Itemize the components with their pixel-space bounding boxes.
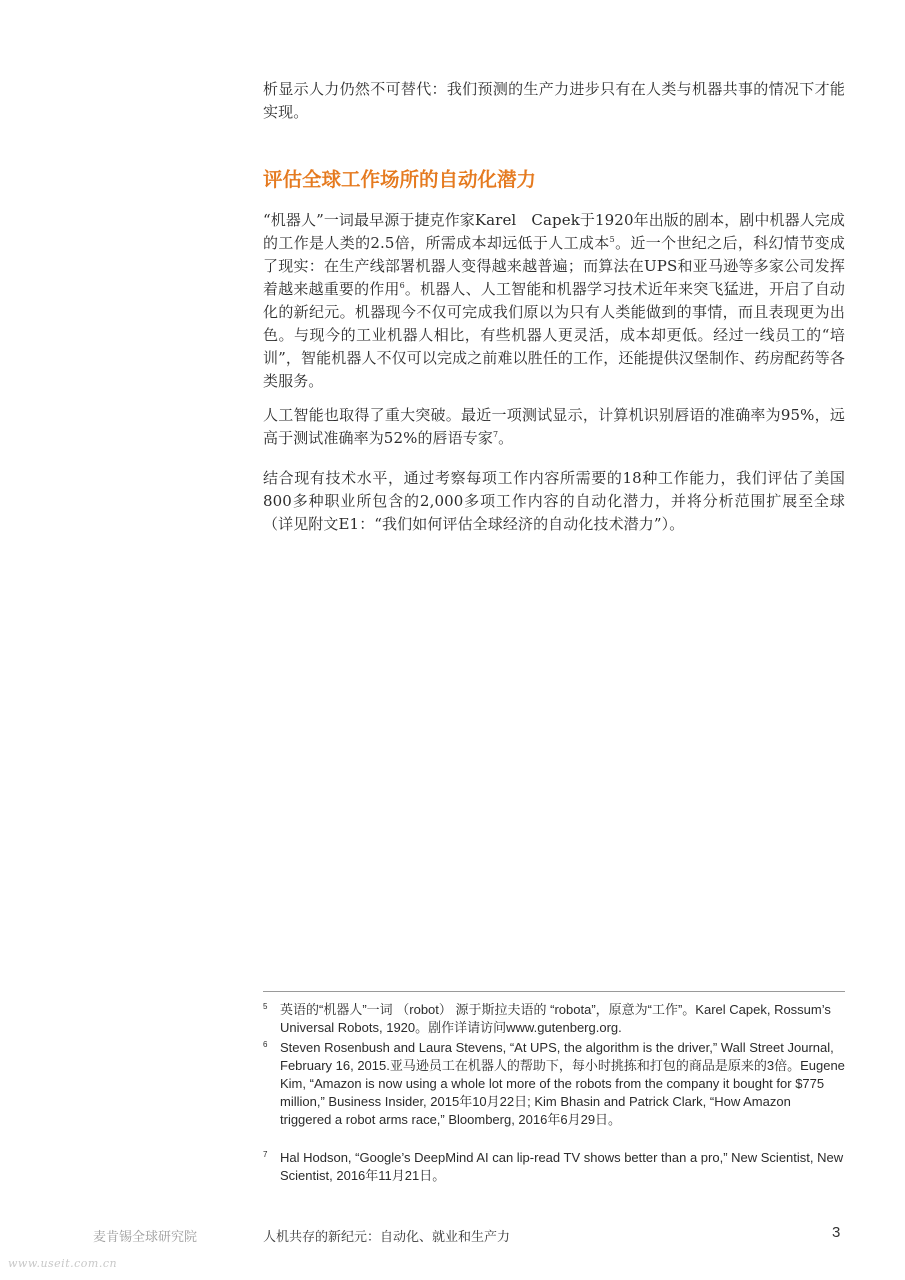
footnote-5 (263, 1001, 845, 1037)
paragraph-text: 人工智能也取得了重大突破。最近一项测试显示，计算机识别唇语的准确率为95%，远高于测试准确率为52%的唇语专家 (263, 406, 845, 447)
footnote-ref-6[interactable]: 6 (399, 281, 405, 290)
page-number: 3 (832, 1224, 841, 1241)
paragraph-text: 结合现有技术水平，通过考察每项工作内容所需要的18种工作能力，我们评估了美国800多种职业所包含的2,000多项工作内容的自动化潜力，并将分析范围扩展至全球（详见附文E1：“我们如何评估全球经济的自动化技术潜力”）。 (263, 469, 845, 533)
footnote-text: Steven Rosenbush and Laura Stevens, “At UPS, the algorithm is the driver,” Wall Street Journal, February 16, 2015.亚马逊员工在机器人的帮助下，每小时挑拣和打包的商品是原来的3倍。Eugene Kim, “Amazon is now using a whole lot more of the robots from the company it bought for $775 million,” Business Insider, 2015年10月22日; Kim Bhasin and Patrick Clark, “How Amazon triggered a robot arms race,” Bloomberg, 2016年6月29日。 (280, 1040, 845, 1127)
footnote-ref-5[interactable]: 5 (609, 235, 615, 244)
paragraph-text: “机器人”一词最早源于捷克作家Karel Capek于1920年出版的剧本，剧中机器人完成的工作是人类的2.5倍，所需成本却远低于人工成本 (263, 211, 845, 252)
footnote-text: Hal Hodson, “Google’s DeepMind AI can lip-read TV shows better than a pro,” New Scientist, New Scientist, 2016年11月21日。 (280, 1150, 844, 1183)
paragraph-robots (263, 209, 845, 393)
paragraph-text: 。 (498, 429, 514, 447)
footnote-ref-7[interactable]: 7 (492, 430, 499, 439)
footer-report-title: 人机共存的新纪元：自动化、就业和生产力 (263, 1230, 511, 1245)
footnote-text: 英语的“机器人”一词 （robot） 源于斯拉夫语的 “robota”，原意为“工作”。Karel Capek, Rossum’s Universal Robots, 1920。剧作详请访问www.gutenberg.org. (280, 1002, 831, 1035)
footnote-number: 5 (263, 1002, 268, 1011)
intro-text: 析显示人力仍然不可替代：我们预测的生产力进步只有在人类与机器共事的情况下才能实现。 (263, 80, 845, 121)
watermark: www.useit.com.cn (8, 1257, 118, 1270)
footnote-6 (263, 1039, 845, 1129)
paragraph-text: 。机器人、人工智能和机器学习技术近年来突飞猛进，开启了自动化的新纪元。机器现今不仅可完成我们原以为只有人类能做到的事情，而且表现更为出色。与现今的工业机器人相比，有些机器人更灵活，成本却更低。经过一线员工的“培训”，智能机器人不仅可以完成之前难以胜任的工作，还能提供汉堡制作、药房配药等各类服务。 (263, 280, 845, 390)
footer-publisher: 麦肯锡全球研究院 (93, 1230, 198, 1245)
footnote-divider (263, 991, 845, 992)
footnote-number: 6 (263, 1040, 268, 1049)
paragraph-assessment (263, 467, 845, 536)
section-heading: 评估全球工作场所的自动化潜力 (263, 168, 537, 191)
paragraph-ai (263, 404, 845, 450)
footnote-7 (263, 1149, 845, 1185)
intro-paragraph (263, 78, 845, 124)
footnote-number: 7 (263, 1150, 268, 1159)
paragraph-text: 。近一个世纪之后，科幻情节变成了现实：在生产线部署机器人变得越来越普遍；而算法在UPS和亚马逊等多家公司发挥着越来越重要的作用 (263, 234, 845, 298)
